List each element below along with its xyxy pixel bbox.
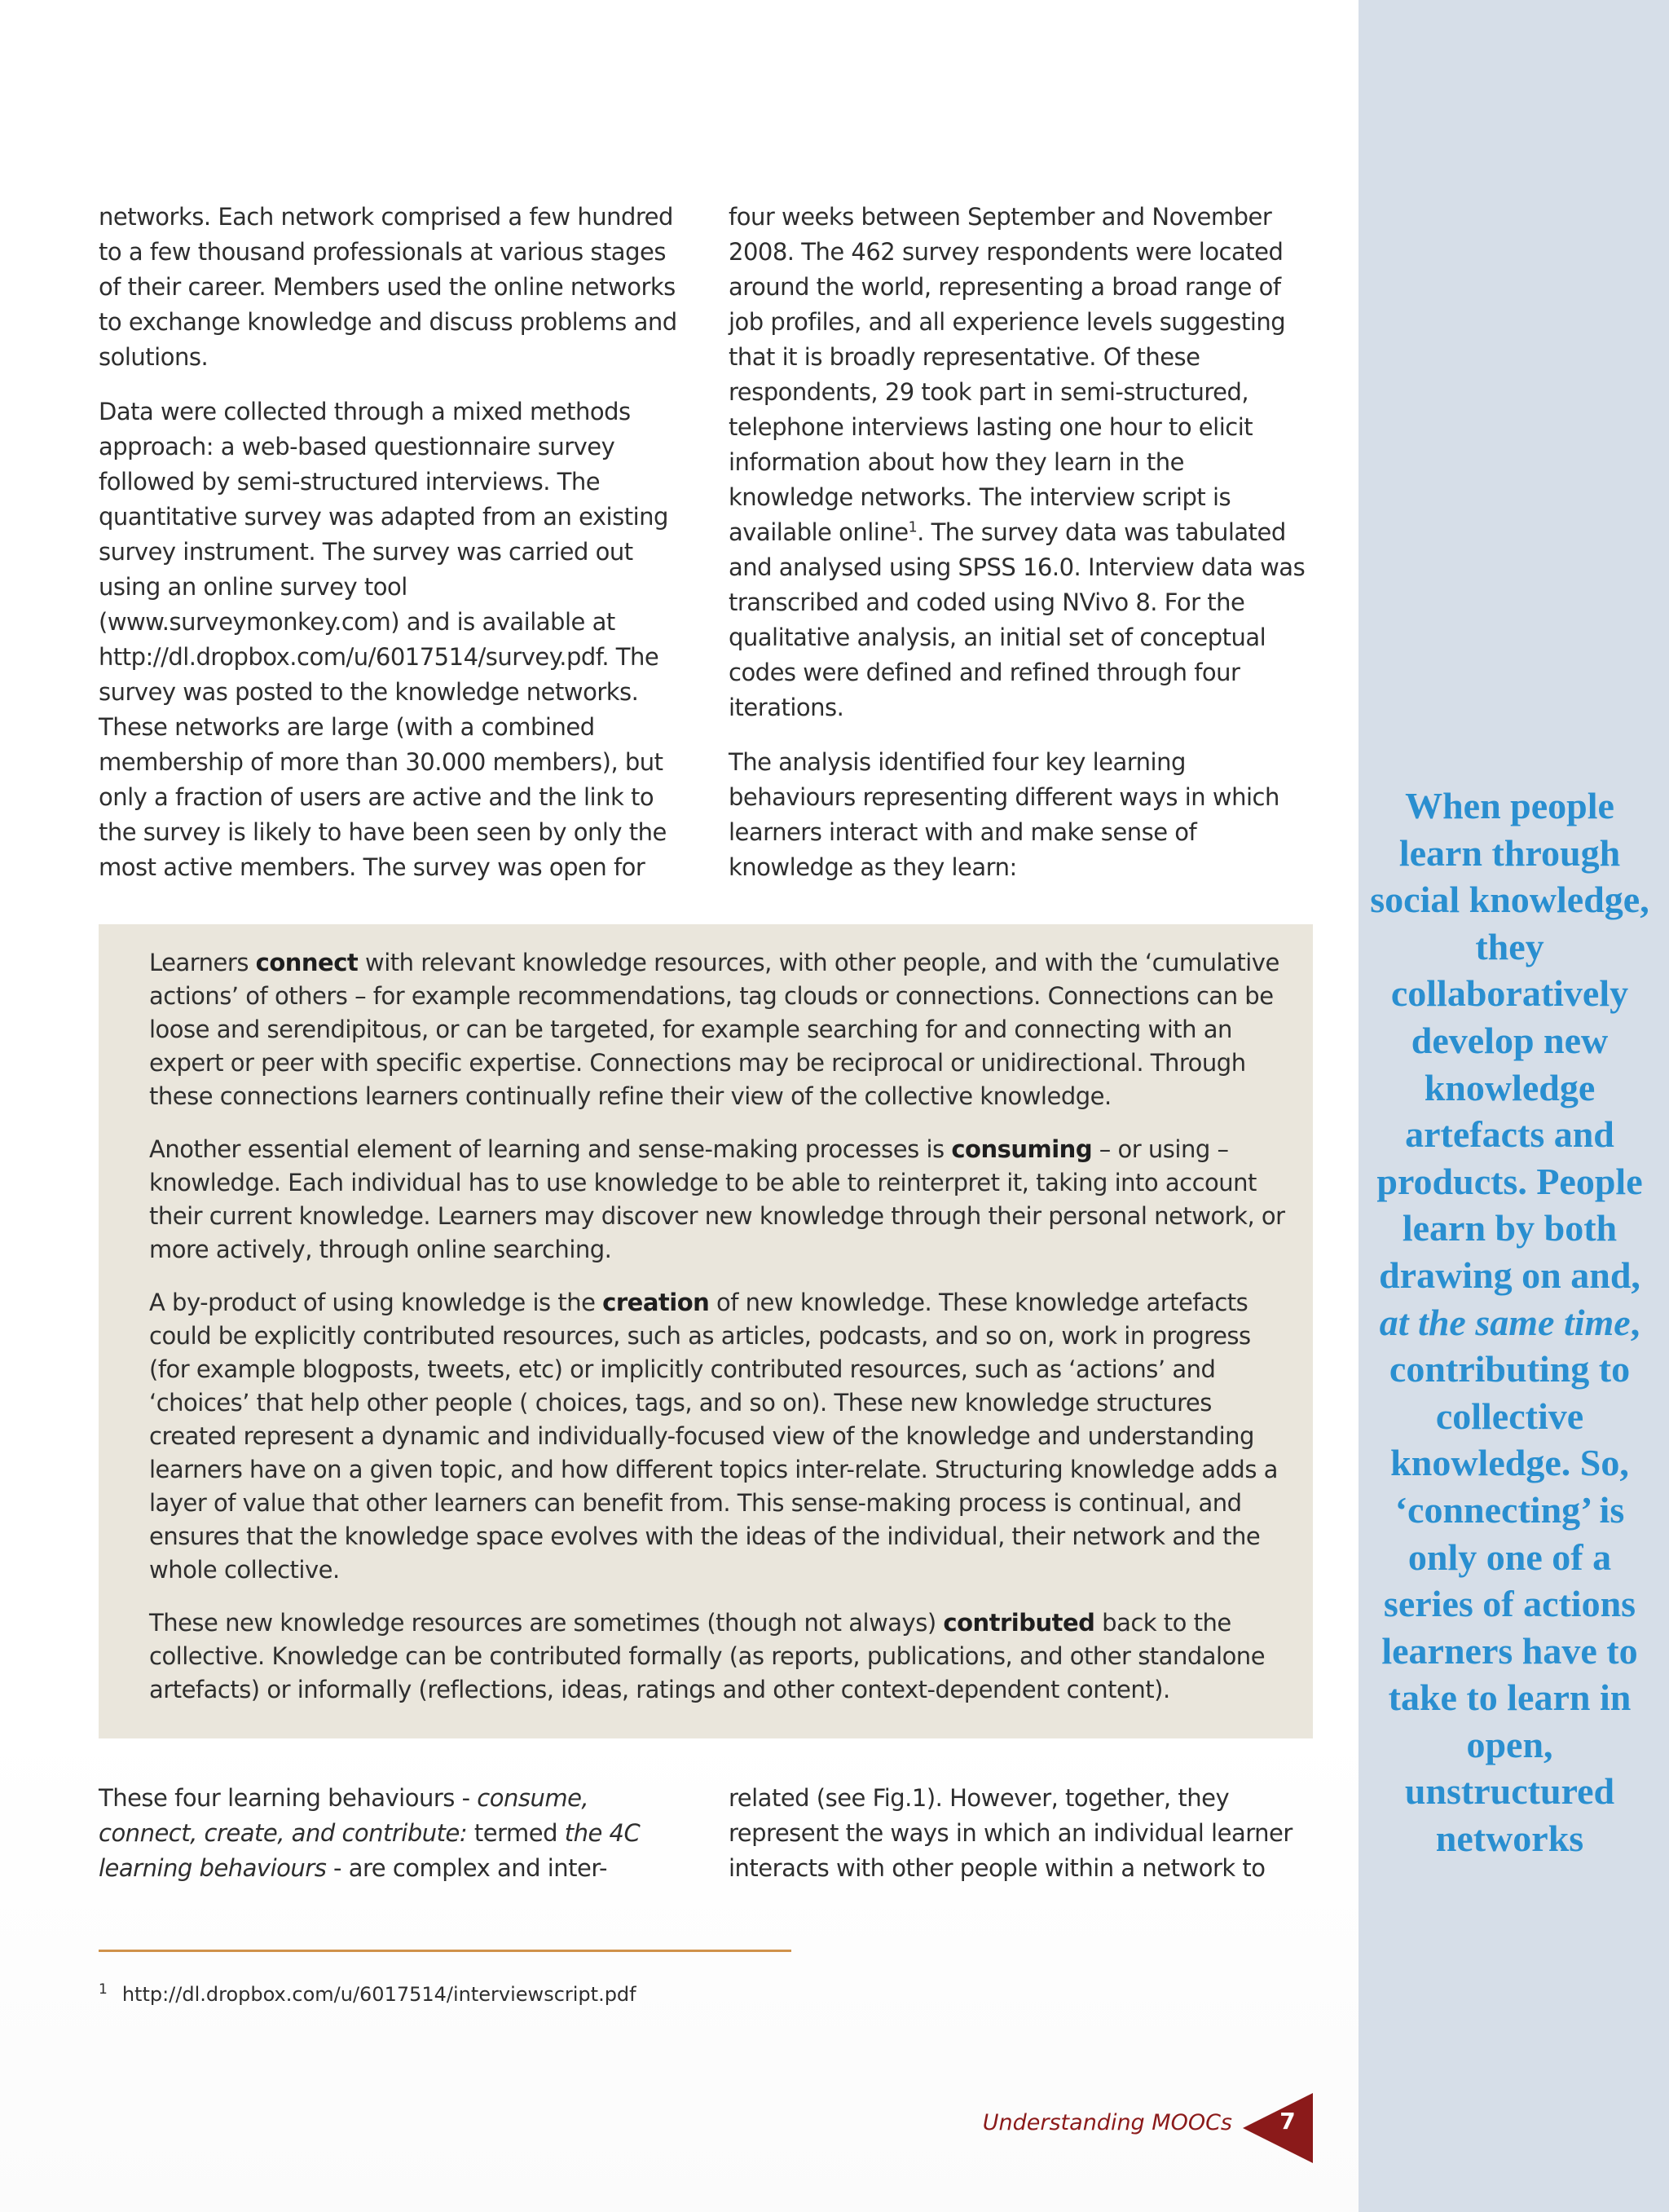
contribute-paragraph — [149, 1606, 1290, 1707]
pull-quote-emphasis: at the same time — [1379, 1301, 1631, 1343]
pull-quote-text-2: , contributing to collective knowledge. So, ‘connecting’ is only one of a series of actions learners have to take to learn in open, unstructured networks — [1381, 1301, 1640, 1860]
consume-body: – or using – knowledge. Each individual has to use knowledge to be able to reinterpret it, taking into account their current knowledge. Learners may discover new knowledge through their personal network, or more actively, through online searching. — [149, 1135, 1285, 1263]
contribute-intro: These new knowledge resources are sometimes (though not always) — [149, 1609, 944, 1637]
consume-paragraph — [149, 1133, 1290, 1267]
connect-term: connect — [255, 949, 359, 976]
left-paragraph-2: Data were collected through a mixed methods approach: a web-based questionnaire survey followed by semi-structured interviews. The quantitative survey was adapted from an existing survey instrument. The survey was carried out using an online survey tool (www.surveymonkey.com) and is available at http://dl.dropbox.com/u/6017514/survey.pdf. The survey was posted to the knowledge networks. These networks are large (with a combined membership of more than 30.000 members), but only a fraction of users are active and the link to the survey is likely to have been seen by only the most active members. The survey was open for — [99, 398, 668, 881]
footnote-link[interactable]: http://dl.dropbox.com/u/6017514/interviewscript.pdf — [121, 1983, 636, 2006]
create-term: creation — [602, 1289, 710, 1316]
lower-right-paragraph: related (see Fig.1). However, together, they represent the ways in which an individual learner interacts with other people within a network to — [729, 1784, 1292, 1882]
footnote — [99, 1981, 636, 2007]
connect-paragraph — [149, 946, 1290, 1113]
lower-left-text-1: These four learning behaviours - — [99, 1784, 478, 1812]
right-paragraph-1-continued: . The survey data was tabulated and analysed using SPSS 16.0. Interview data was transcribed and coded using NVivo 8. For the qualitative analysis, an initial set of conceptual codes were defined and refined through four iterations. — [729, 518, 1306, 721]
connect-intro: Learners — [149, 949, 256, 976]
left-paragraph-1: networks. Each network comprised a few hundred to a few thousand professionals at various stages of their career. Members used the online networks to exchange knowledge and discuss problems and solutions. — [99, 203, 677, 371]
page-number: 7 — [1279, 2108, 1296, 2135]
running-footer-title: Understanding MOOCs — [982, 2110, 1232, 2135]
consume-term: consuming — [951, 1135, 1093, 1163]
lower-left-text-3: - are complex and inter- — [326, 1854, 607, 1882]
footnote-divider — [99, 1950, 791, 1952]
right-paragraph-1 — [729, 200, 1307, 725]
right-column — [729, 200, 1307, 905]
footnote-marker: 1 — [99, 1981, 108, 1998]
behaviours-box-text — [149, 946, 1290, 1726]
lower-left-text-2: termed — [467, 1819, 565, 1847]
contribute-body: back to the collective. Knowledge can be contributed formally (as reports, publications, and other standalone artefacts) or informally (reflections, ideas, ratings and other context-dependent content). — [149, 1609, 1266, 1703]
pull-quote-text-1: When people learn through social knowledge, they collaboratively develop new knowledge artefacts and products. People learn by both drawing on and, — [1370, 785, 1649, 1296]
consume-intro: Another essential element of learning and sense-making processes is — [149, 1135, 952, 1163]
lower-left-paragraph — [99, 1781, 677, 1886]
right-paragraph-1-text: four weeks between September and November 2008. The 462 survey respondents were located around the world, representing a broad range of job profiles, and all experience levels suggesting that it is broadly representative. Of these respondents, 29 took part in semi-structured, telephone interviews lasting one hour to elicit information about how they learn in the knowledge networks. The interview script is available online — [729, 203, 1286, 546]
lower-right-column — [729, 1781, 1307, 1906]
create-intro: A by-product of using knowledge is the — [149, 1289, 603, 1316]
footnote-reference: 1 — [908, 519, 918, 536]
right-paragraph-2: The analysis identified four key learning behaviours representing different ways in which learners interact with and make sense of knowledge as they learn: — [729, 748, 1279, 881]
left-column — [99, 200, 677, 905]
lower-left-emphasis-2: the 4C learning behaviours — [99, 1819, 641, 1882]
lower-left-emphasis-1: consume, connect, create, and contribute: — [99, 1784, 589, 1847]
pull-quote — [1369, 782, 1650, 1862]
lower-left-column — [99, 1781, 677, 1906]
create-paragraph — [149, 1286, 1290, 1587]
connect-body: with relevant knowledge resources, with other people, and with the ‘cumulative actions’ of others – for example recommendations, tag clouds or connections. Connections can be loose and serendipitous, or can be targeted, for example searching for and connecting with an expert or peer with specific expertise. Connections may be reciprocal or unidirectional. Through these connections learners continually refine their view of the collective knowledge. — [149, 949, 1279, 1110]
create-body: of new knowledge. These knowledge artefacts could be explicitly contributed resources, such as articles, podcasts, and so on, work in progress (for example blogposts, tweets, etc) or implicitly contributed resources, such as ‘actions’ and ‘choices’ that help other people ( choices, tags, and so on). These new knowledge structures created represent a dynamic and individually-focused view of the knowledge and understanding learners have on a given topic, and how different topics inter-relate. Structuring knowledge adds a layer of value that other learners can benefit from. This sense-making process is continual, and ensures that the knowledge space evolves with the ideas of the individual, their network and the whole collective. — [149, 1289, 1278, 1584]
contribute-term: contributed — [943, 1609, 1095, 1637]
